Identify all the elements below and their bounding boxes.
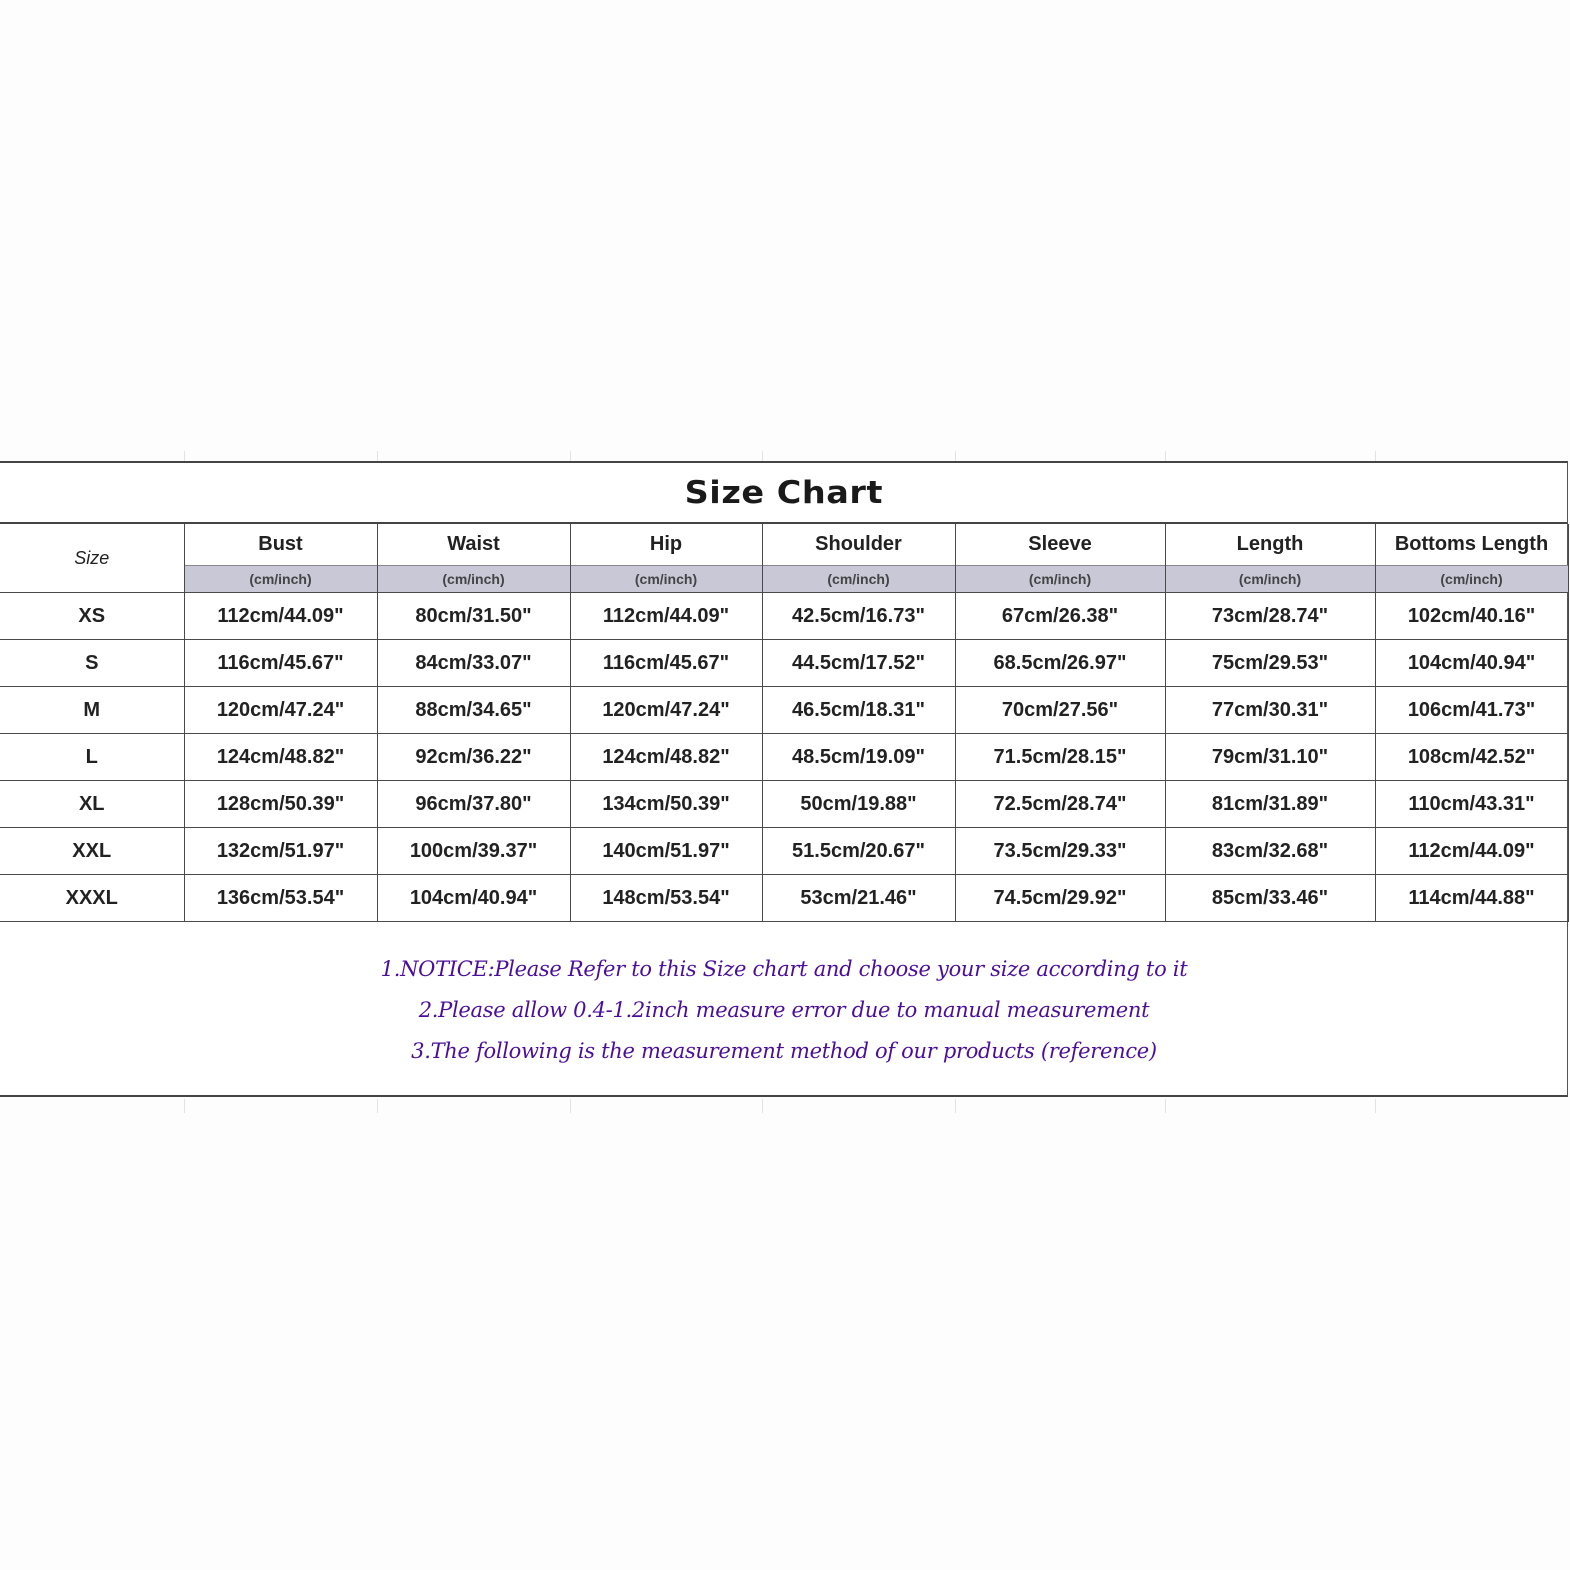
table-cell: 68.5cm/26.97" xyxy=(955,640,1165,687)
table-cell: 77cm/30.31" xyxy=(1165,687,1375,734)
table-cell: 116cm/45.67" xyxy=(570,640,762,687)
table-cell: 136cm/53.54" xyxy=(184,875,377,922)
table-cell: 134cm/50.39" xyxy=(570,781,762,828)
unit-label: (cm/inch) xyxy=(955,566,1165,593)
size-cell: XXXL xyxy=(0,875,184,922)
notice-line: 2.Please allow 0.4-1.2inch measure error due to manual measurement xyxy=(418,998,1150,1022)
table-cell: 100cm/39.37" xyxy=(377,828,570,875)
table-cell: 48.5cm/19.09" xyxy=(762,734,955,781)
unit-label: (cm/inch) xyxy=(762,566,955,593)
table-cell: 110cm/43.31" xyxy=(1375,781,1568,828)
size-cell: XXL xyxy=(0,828,184,875)
table-cell: 85cm/33.46" xyxy=(1165,875,1375,922)
notice-line: 1.NOTICE:Please Refer to this Size chart and choose your size according to it xyxy=(380,957,1188,981)
unit-label: (cm/inch) xyxy=(570,566,762,593)
table-cell: 114cm/44.88" xyxy=(1375,875,1568,922)
size-chart-sheet xyxy=(0,461,1568,1097)
table-cell: 124cm/48.82" xyxy=(184,734,377,781)
size-cell: XL xyxy=(0,781,184,828)
table-cell: 84cm/33.07" xyxy=(377,640,570,687)
table-cell: 73.5cm/29.33" xyxy=(955,828,1165,875)
unit-row xyxy=(0,566,1568,593)
unit-label: (cm/inch) xyxy=(1375,566,1568,593)
table-row xyxy=(0,828,1568,875)
table-cell: 112cm/44.09" xyxy=(184,593,377,640)
table-cell: 71.5cm/28.15" xyxy=(955,734,1165,781)
table-cell: 81cm/31.89" xyxy=(1165,781,1375,828)
table-cell: 102cm/40.16" xyxy=(1375,593,1568,640)
table-cell: 73cm/28.74" xyxy=(1165,593,1375,640)
unit-label: (cm/inch) xyxy=(184,566,377,593)
size-column-header: Size xyxy=(0,524,184,593)
table-cell: 53cm/21.46" xyxy=(762,875,955,922)
table-row xyxy=(0,734,1568,781)
table-cell: 148cm/53.54" xyxy=(570,875,762,922)
size-cell: XS xyxy=(0,593,184,640)
table-cell: 50cm/19.88" xyxy=(762,781,955,828)
table-cell: 42.5cm/16.73" xyxy=(762,593,955,640)
header-row xyxy=(0,524,1568,566)
table-cell: 104cm/40.94" xyxy=(1375,640,1568,687)
column-header: Bust xyxy=(184,524,377,566)
table-row xyxy=(0,781,1568,828)
table-cell: 116cm/45.67" xyxy=(184,640,377,687)
table-cell: 46.5cm/18.31" xyxy=(762,687,955,734)
size-cell: S xyxy=(0,640,184,687)
table-cell: 75cm/29.53" xyxy=(1165,640,1375,687)
table-cell: 96cm/37.80" xyxy=(377,781,570,828)
table-cell: 132cm/51.97" xyxy=(184,828,377,875)
table-row xyxy=(0,593,1568,640)
size-table xyxy=(0,524,1569,922)
column-header: Sleeve xyxy=(955,524,1165,566)
table-cell: 112cm/44.09" xyxy=(570,593,762,640)
table-cell: 88cm/34.65" xyxy=(377,687,570,734)
page-title: Size Chart xyxy=(684,474,883,511)
size-cell: M xyxy=(0,687,184,734)
table-cell: 79cm/31.10" xyxy=(1165,734,1375,781)
notes-section xyxy=(0,949,1568,1072)
table-cell: 72.5cm/28.74" xyxy=(955,781,1165,828)
table-cell: 92cm/36.22" xyxy=(377,734,570,781)
table-cell: 44.5cm/17.52" xyxy=(762,640,955,687)
column-header: Shoulder xyxy=(762,524,955,566)
column-header: Length xyxy=(1165,524,1375,566)
table-cell: 140cm/51.97" xyxy=(570,828,762,875)
table-cell: 120cm/47.24" xyxy=(184,687,377,734)
column-header: Bottoms Length xyxy=(1375,524,1568,566)
table-cell: 67cm/26.38" xyxy=(955,593,1165,640)
table-cell: 70cm/27.56" xyxy=(955,687,1165,734)
unit-label: (cm/inch) xyxy=(1165,566,1375,593)
table-cell: 128cm/50.39" xyxy=(184,781,377,828)
notice-line: 3.The following is the measurement method of our products (reference) xyxy=(411,1039,1157,1063)
column-header: Waist xyxy=(377,524,570,566)
table-cell: 108cm/42.52" xyxy=(1375,734,1568,781)
table-cell: 80cm/31.50" xyxy=(377,593,570,640)
column-header: Hip xyxy=(570,524,762,566)
table-row xyxy=(0,875,1568,922)
unit-label: (cm/inch) xyxy=(377,566,570,593)
table-cell: 106cm/41.73" xyxy=(1375,687,1568,734)
table-cell: 112cm/44.09" xyxy=(1375,828,1568,875)
table-cell: 124cm/48.82" xyxy=(570,734,762,781)
table-cell: 104cm/40.94" xyxy=(377,875,570,922)
table-cell: 51.5cm/20.67" xyxy=(762,828,955,875)
table-cell: 83cm/32.68" xyxy=(1165,828,1375,875)
table-cell: 120cm/47.24" xyxy=(570,687,762,734)
table-row xyxy=(0,640,1568,687)
table-row xyxy=(0,687,1568,734)
table-cell: 74.5cm/29.92" xyxy=(955,875,1165,922)
title-row xyxy=(0,463,1567,524)
size-cell: L xyxy=(0,734,184,781)
